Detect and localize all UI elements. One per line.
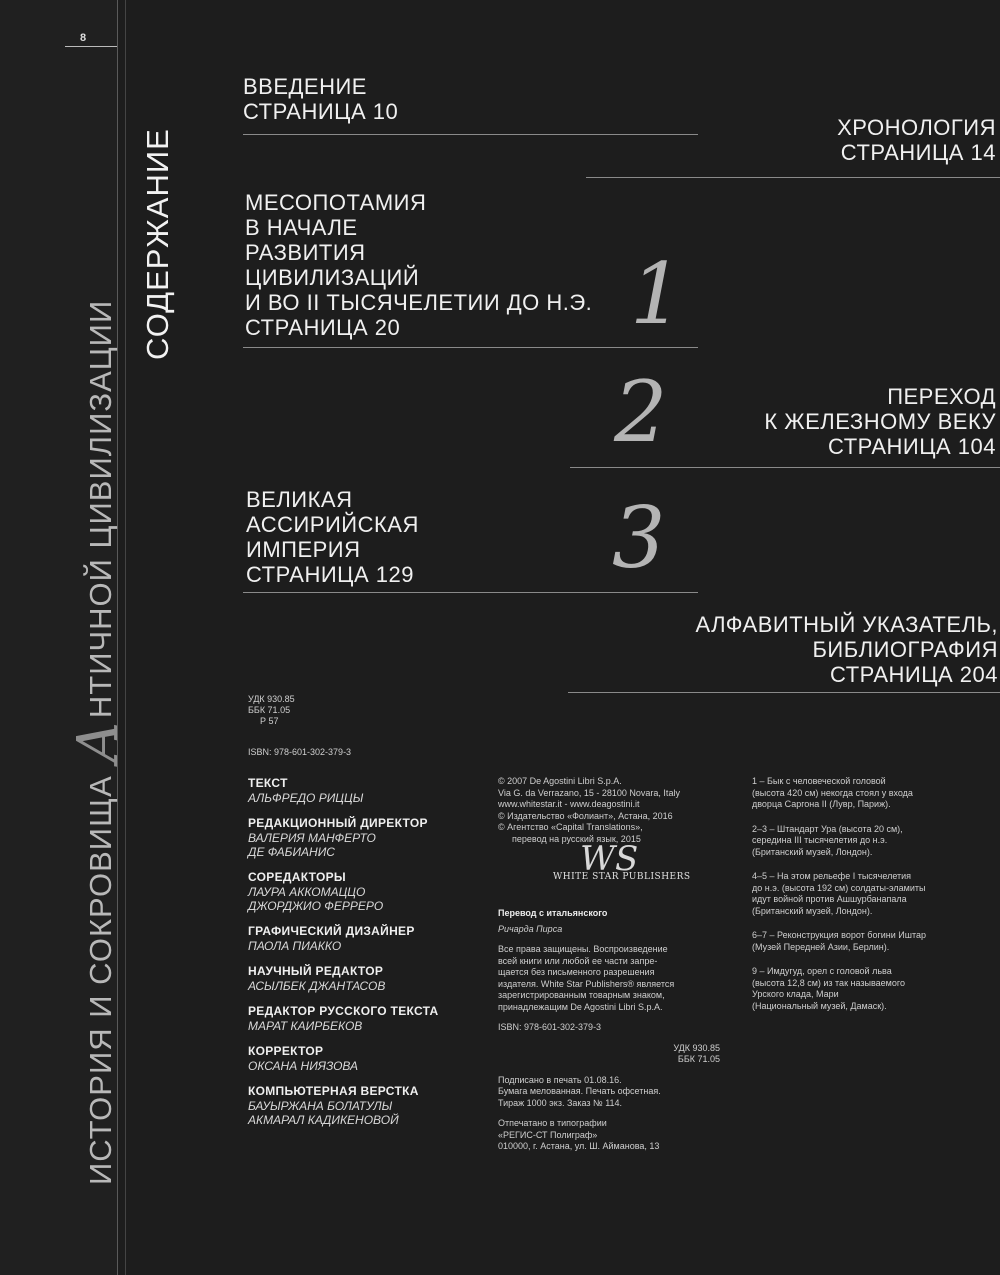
caption-line: Урского клада, Мари — [752, 989, 839, 999]
series-title-part2: НТИЧНОЙ ЦИВИЛИЗАЦИИ — [83, 299, 118, 719]
rights-line: Все права защищены. Воспроизведение — [498, 944, 668, 954]
chapter-3-number: 3 — [612, 489, 666, 587]
toc-chronology[interactable] — [837, 115, 996, 165]
credit-entry — [248, 1084, 498, 1127]
caption-line: (Британский музей, Лондон). — [752, 905, 873, 916]
print-info-line: Бумага мелованная. Печать офсетная. — [498, 1086, 661, 1096]
toc-chapter-1-line: И ВО II ТЫСЯЧЕЛЕТИИ ДО Н.Э. — [245, 290, 593, 315]
caption-line: 4–5 – На этом рельефе I тысячелетия — [752, 871, 912, 881]
toc-chapter-2-page: СТРАНИЦА 104 — [828, 434, 996, 459]
udk-line: ББК 71.05 — [677, 1054, 720, 1064]
udk-line: УДК 930.85 — [673, 1042, 720, 1053]
toc-rule — [586, 177, 1000, 178]
publisher-logo — [498, 839, 728, 900]
credit-entry — [248, 1004, 498, 1033]
credit-name: ЛАУРА АККОМАЦЦО — [248, 885, 366, 899]
caption-line: середина III тысячелетия до н.э. — [752, 835, 888, 845]
toc-index-line: БИБЛИОГРАФИЯ — [812, 637, 998, 662]
rights-line: принадлежащим De Agostini Libri S.p.A. — [498, 1001, 663, 1012]
caption-line: идут войной против Ашшурбанапала — [752, 894, 907, 904]
printer-line: 010000, г. Астана, ул. Ш. Айманова, 13 — [498, 1141, 660, 1151]
toc-rule — [570, 467, 1000, 468]
credit-entry — [248, 870, 498, 913]
printer-info — [498, 1118, 728, 1153]
printer-line: «РЕГИС-СТ Полиграф» — [498, 1129, 598, 1140]
toc-chapter-1-line: В НАЧАЛЕ — [245, 215, 358, 240]
caption-line: (Музей Передней Азии, Берлин). — [752, 941, 890, 952]
caption-line: 1 – Бык с человеческой головой — [752, 776, 886, 786]
toc-chapter-2-line: К ЖЕЛЕЗНОМУ ВЕКУ — [764, 409, 996, 434]
rights-block — [498, 944, 728, 1013]
caption — [752, 776, 998, 811]
toc-index-page: СТРАНИЦА 204 — [830, 662, 998, 687]
credit-role: РЕДАКЦИОННЫЙ ДИРЕКТОР — [248, 816, 428, 830]
credit-role: ГРАФИЧЕСКИЙ ДИЗАЙНЕР — [248, 924, 415, 938]
toc-intro-title: ВВЕДЕНИЕ — [243, 74, 367, 99]
toc-rule — [568, 692, 1000, 693]
credit-name: ПАОЛА ПИАККО — [248, 939, 342, 953]
toc-chapter-3[interactable] — [246, 487, 419, 587]
print-info-line: Подписано в печать 01.08.16. — [498, 1074, 622, 1085]
toc-chapter-3-line: АССИРИЙСКАЯ — [246, 512, 419, 537]
caption-line: (Британский музей, Лондон). — [752, 846, 873, 857]
toc-chapter-3-page: СТРАНИЦА 129 — [246, 562, 414, 587]
toc-index-line: АЛФАВИТНЫЙ УКАЗАТЕЛЬ, — [695, 612, 998, 637]
publisher-logo-text: WHITE STAR PUBLISHERS — [553, 872, 691, 882]
translation-label: Перевод с итальянского — [498, 908, 608, 918]
credit-entry — [248, 1044, 498, 1073]
copyright-line: © Агентство «Capital Translations», — [498, 822, 643, 832]
series-title-script-letter: А — [66, 720, 131, 764]
copyright-line: www.whitestar.it - www.deagostini.it — [498, 799, 640, 809]
translator-name: Ричарда Пирса — [498, 923, 563, 934]
udk-imprint — [498, 1043, 728, 1066]
caption — [752, 930, 998, 953]
udk-code: УДК 930.85 — [248, 694, 295, 704]
toc-chronology-title: ХРОНОЛОГИЯ — [837, 115, 996, 140]
series-title-part1: ИСТОРИЯ И СОКРОВИЩА — [83, 775, 118, 1185]
toc-rule — [243, 592, 698, 593]
caption — [752, 824, 998, 859]
toc-chapter-3-line: ИМПЕРИЯ — [246, 537, 361, 562]
printer-line: Отпечатано в типографии — [498, 1118, 607, 1128]
credit-name: АСЫЛБЕК ДЖАНТАСОВ — [248, 979, 386, 993]
author-mark: Р 57 — [260, 716, 279, 726]
credit-role: КОРРЕКТОР — [248, 1044, 324, 1058]
copyright-block — [498, 776, 728, 845]
toc-chapter-1-line: РАЗВИТИЯ — [245, 240, 366, 265]
copyright-line: © Издательство «Фолиант», Астана, 2016 — [498, 810, 673, 821]
credit-name: АКМАРАЛ КАДИКЕНОВОЙ — [248, 1113, 399, 1127]
toc-index[interactable] — [695, 612, 998, 687]
rights-line: зарегистрированным товарным знаком, — [498, 990, 665, 1000]
caption-line: (высота 420 см) некогда стоял у входа — [752, 787, 913, 798]
isbn-imprint: ISBN: 978-601-302-379-3 — [498, 1022, 602, 1032]
credit-name: АЛЬФРЕДО РИЦЦЫ — [248, 791, 364, 805]
credit-name: ОКСАНА НИЯЗОВА — [248, 1059, 359, 1073]
caption — [752, 871, 998, 917]
captions-column — [752, 776, 998, 1025]
caption-line: 9 – Имдугуд, орел с головой льва — [752, 966, 892, 976]
toc-chapter-2[interactable] — [764, 384, 996, 459]
credit-entry — [248, 816, 498, 859]
page-number: 8 — [80, 32, 87, 44]
isbn-top: ISBN: 978-601-302-379-3 — [248, 747, 352, 757]
toc-chapter-1-page: СТРАНИЦА 20 — [245, 315, 401, 340]
credit-name: ДЖОРДЖИО ФЕРРЕРО — [248, 899, 384, 913]
caption-line: 6–7 – Реконструкция ворот богини Иштар — [752, 930, 926, 940]
caption-line: (высота 12,8 см) из так называемого — [752, 977, 905, 988]
page-number-rule — [65, 46, 117, 47]
credit-entry — [248, 776, 498, 805]
caption-line: до н.э. (высота 192 см) солдаты-эламиты — [752, 882, 926, 893]
rights-line: щается без письменного разрешения — [498, 967, 655, 977]
print-info — [498, 1075, 728, 1110]
credit-name: ДЕ ФАБИАНИС — [248, 845, 335, 859]
chapter-2-number: 2 — [614, 363, 668, 461]
toc-chapter-2-line: ПЕРЕХОД — [887, 384, 996, 409]
contents-heading: СОДЕРЖАНИЕ — [140, 128, 175, 360]
caption-line: 2–3 – Штандарт Ура (высота 20 см), — [752, 823, 903, 834]
rights-line: всей книги или любой ее части запре- — [498, 955, 658, 966]
toc-intro[interactable] — [243, 74, 398, 124]
credit-entry — [248, 924, 498, 953]
print-info-line: Тираж 1000 экз. Заказ № 114. — [498, 1097, 623, 1108]
credit-name: МАРАТ КАИРБЕКОВ — [248, 1019, 363, 1033]
copyright-line: Via G. da Verrazano, 15 - 28100 Novara, Italy — [498, 787, 680, 798]
copyright-line: © 2007 De Agostini Libri S.p.A. — [498, 776, 622, 786]
credit-role: ТЕКСТ — [248, 776, 288, 790]
credit-role: НАУЧНЫЙ РЕДАКТОР — [248, 964, 384, 978]
caption-line: (Национальный музей, Дамаск). — [752, 1000, 887, 1011]
publisher-monogram: WS — [580, 839, 639, 879]
credit-name: ВАЛЕРИЯ МАНФЕРТО — [248, 831, 376, 845]
toc-chapter-3-line: ВЕЛИКАЯ — [246, 487, 353, 512]
rights-line: издателя. White Star Publishers® является — [498, 978, 675, 989]
series-title — [66, 65, 131, 1185]
toc-rule — [243, 134, 698, 135]
caption — [752, 966, 998, 1012]
credits-column — [248, 776, 498, 1138]
toc-chapter-1-line: ЦИВИЛИЗАЦИЙ — [245, 265, 420, 290]
credit-role: СОРЕДАКТОРЫ — [248, 870, 346, 884]
chapter-1-number: 1 — [630, 245, 684, 343]
credit-entry — [248, 964, 498, 993]
credit-name: БАУЫРЖАНА БОЛАТУЛЫ — [248, 1099, 393, 1113]
toc-chronology-page: СТРАНИЦА 14 — [840, 140, 996, 165]
toc-chapter-1[interactable] — [245, 190, 592, 340]
toc-intro-page: СТРАНИЦА 10 — [243, 99, 399, 124]
bbk-code: ББК 71.05 — [248, 705, 291, 715]
caption-line: дворца Саргона II (Лувр, Париж). — [752, 799, 891, 809]
copyright-line: перевод на русский язык, 2015 — [512, 833, 641, 844]
credit-role: РЕДАКТОР РУССКОГО ТЕКСТА — [248, 1004, 439, 1018]
classification-block — [248, 694, 295, 727]
toc-rule — [243, 347, 698, 348]
credit-role: КОМПЬЮТЕРНАЯ ВЕРСТКА — [248, 1084, 419, 1098]
toc-chapter-1-line: МЕСОПОТАМИЯ — [245, 190, 427, 215]
imprint-column — [498, 776, 728, 1162]
